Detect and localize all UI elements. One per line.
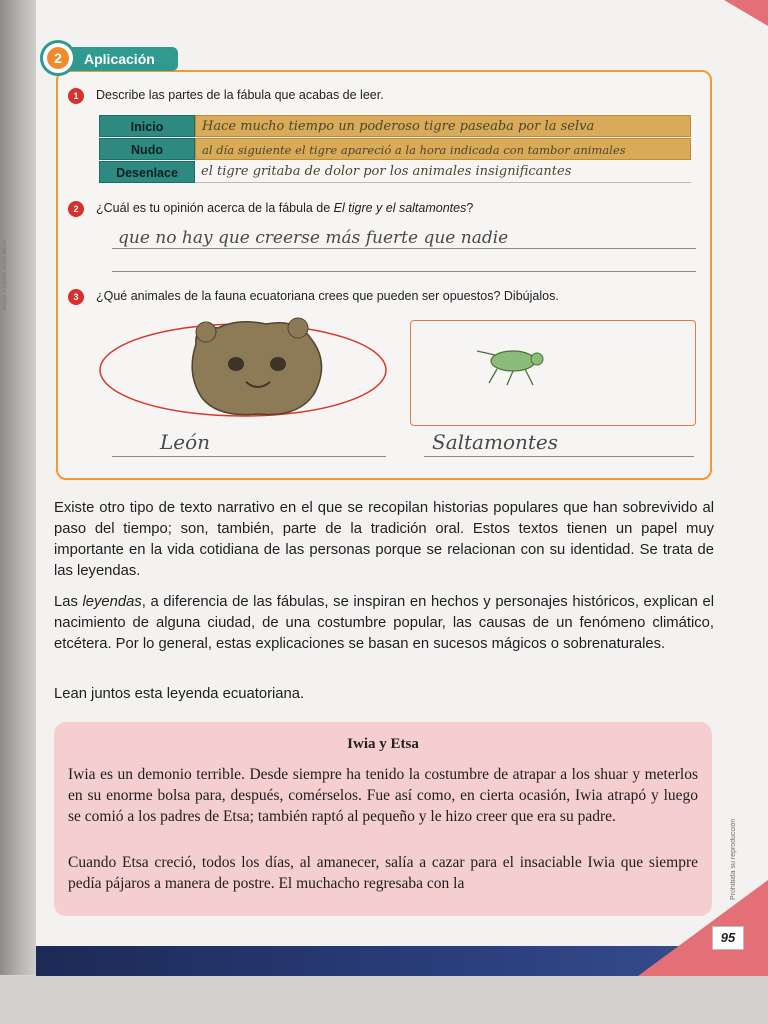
table-row	[99, 138, 691, 160]
paragraph-3: Lean juntos esta leyenda ecuatoriana.	[54, 686, 305, 702]
animal-1-label[interactable]: León	[160, 430, 211, 454]
row-answer[interactable]: al día siguiente el tigre apareció a la hora indicada con tambor animales	[195, 138, 691, 160]
row-label: Inicio	[99, 115, 195, 137]
row-answer[interactable]: el tigre gritaba de dolor por los animales insignificantes	[195, 161, 691, 183]
row-label: Desenlace	[99, 161, 195, 183]
question-3-text: ¿Qué animales de la fauna ecuatoriana crees que pueden ser opuestos? Dibújalos.	[96, 289, 559, 303]
question-number: 3	[68, 289, 84, 305]
background-surface	[0, 976, 768, 1024]
answer-line	[112, 271, 696, 272]
question-2-answer[interactable]: que no hay que creerse más fuerte que nadie	[118, 228, 509, 248]
question-number: 1	[68, 88, 84, 104]
animal-2-label[interactable]: Saltamontes	[432, 430, 559, 454]
corner-decoration-top	[724, 0, 768, 26]
legend-box	[54, 722, 712, 916]
answer-line	[424, 456, 694, 457]
table-row	[99, 115, 691, 137]
question-2-text: ¿Cuál es tu opinión acerca de la fábula de El tigre y el saltamontes?	[96, 201, 474, 215]
paragraph-2: Las leyendas, a diferencia de las fábulas, se inspiran en hechos y personajes históricos, explican el nacimiento de alguna ciudad, de una costumbre popular, las causas de un fenómeno climático, etcétera. Por lo general, estas explicaciones se basan en sucesos mágicos o sobrenaturales.	[54, 594, 714, 652]
legend-paragraph-1: Iwia es un demonio terrible. Desde siempre ha tenido la costumbre de atrapar a los shuar y meterlos en su enorme bolsa para, después, comérselos. Fue así como, en cierta ocasión, Iwia atrapó y luego se comió a los padres de Etsa; también raptó al pequeño y le hizo creer que era su padre.	[68, 766, 698, 825]
legend-paragraph-2: Cuando Etsa creció, todos los días, al amanecer, salía a cazar para el insaciable Iwia que siempre pedía pájaros a manera de postre. El muchacho regresaba con la	[68, 854, 698, 892]
page-number: 95	[712, 926, 744, 950]
paragraph-1: Existe otro tipo de texto narrativo en el que se recopilan historias populares que han sobrevivido al paso del tiempo; son, también, parte de la tradición oral. Estos textos tienen un papel muy importante en la vida cotidiana de las personas porque se relacionan con su identidad. Se trata de las leyendas.	[54, 500, 714, 579]
table-row	[99, 161, 691, 183]
question-number: 2	[68, 201, 84, 217]
section-number: 2	[47, 47, 69, 69]
row-answer[interactable]: Hace mucho tiempo un poderoso tigre paseaba por la selva	[195, 115, 691, 137]
answer-line	[112, 456, 386, 457]
side-caption: Mapa Turismo 1BOEMON	[2, 240, 8, 310]
lion-drawing	[98, 314, 390, 426]
drawing-box-2	[410, 320, 696, 426]
fable-parts-table	[99, 115, 691, 184]
section-badge-icon	[40, 40, 76, 76]
grasshopper-drawing	[467, 335, 557, 395]
answer-line	[112, 248, 696, 249]
side-note: Prohibida su reproducción	[730, 818, 737, 900]
legend-title: Iwia y Etsa	[347, 736, 419, 752]
question-1-text: Describe las partes de la fábula que acabas de leer.	[96, 88, 384, 102]
corner-decoration-bottom	[638, 880, 768, 976]
section-title: Aplicación	[68, 47, 178, 71]
row-label: Nudo	[99, 138, 195, 160]
